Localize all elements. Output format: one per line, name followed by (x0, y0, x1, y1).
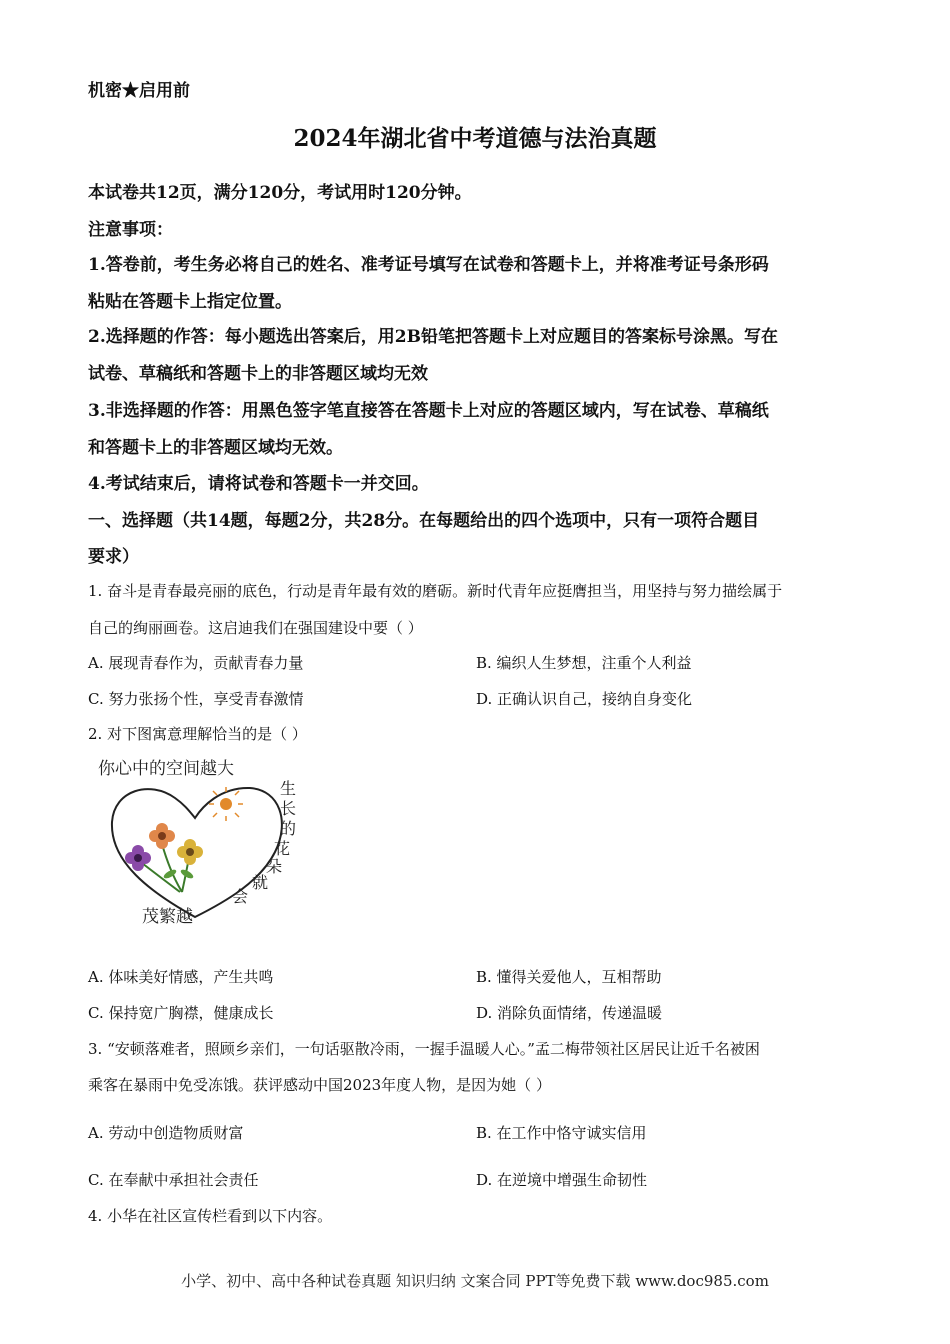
notice-line: 3.非选择题的作答：用黑色签字笔直接答在答题卡上对应的答题区域内，写在试卷、草稿纸 (88, 401, 769, 421)
question-3-stem-cont: 乘客在暴雨中免受冻饿。获评感动中国2023年度人物，是因为她（ ） (88, 1076, 551, 1094)
question-1-option-d: D. 正确认识自己，接纳自身变化 (476, 690, 693, 708)
heart-illustration-svg (90, 752, 300, 932)
svg-text:就: 就 (252, 873, 269, 892)
notice-title: 注意事项： (88, 220, 173, 240)
figure-handwritten-text-right (232, 779, 296, 906)
confidential-mark: 机密★启用前 (88, 81, 190, 101)
svg-text:会: 会 (232, 887, 249, 906)
question-1-option-c: C. 努力张扬个性，享受青春激情 (88, 690, 304, 708)
section-heading-cont: 要求） (88, 547, 139, 567)
question-3-option-b: B. 在工作中恪守诚实信用 (476, 1124, 647, 1142)
svg-text:生: 生 (280, 779, 297, 798)
question-2-stem: 2. 对下图寓意理解恰当的是（ ） (88, 725, 307, 743)
question-2-option-d: D. 消除负面情绪，传递温暖 (476, 1004, 663, 1022)
question-1-stem-cont: 自己的绚丽画卷。这启迪我们在强国建设中要（ ） (88, 619, 423, 637)
question-2-option-b: B. 懂得关爱他人，互相帮助 (476, 968, 662, 986)
section-heading: 一、选择题（共14题，每题2分，共28分。在每题给出的四个选项中，只有一项符合题目 (88, 511, 760, 531)
svg-text:的: 的 (280, 819, 297, 838)
question-2-option-c: C. 保持宽广胸襟，健康成长 (88, 1004, 274, 1022)
exam-intro: 本试卷共12页，满分120分，考试用时120分钟。 (88, 183, 472, 203)
question-3-option-a: A. 劳动中创造物质财富 (88, 1124, 244, 1142)
notice-line: 2.选择题的作答：每小题选出答案后，用2B铅笔把答题卡上对应题目的答案标号涂黑。写在 (88, 327, 778, 347)
question-3-stem: 3. “安顿落难者，照顾乡亲们，一句话驱散冷雨，一握手温暖人心。”孟二梅带领社区居民让近千名被困 (88, 1040, 760, 1058)
question-1-option-b: B. 编织人生梦想，注重个人利益 (476, 654, 692, 672)
notice-line: 粘贴在答题卡上指定位置。 (88, 292, 292, 312)
question-1-stem: 1. 奋斗是青春最亮丽的底色，行动是青年最有效的磨砺。新时代青年应挺膺担当，用坚持与努力描绘属于 (88, 582, 783, 600)
notice-line: 4.考试结束后，请将试卷和答题卡一并交回。 (88, 474, 429, 494)
flower-orange (149, 823, 175, 849)
heart-flower-illustration (90, 752, 300, 932)
question-3-option-d: D. 在逆境中增强生命韧性 (476, 1171, 648, 1189)
svg-text:朵: 朵 (266, 857, 283, 876)
figure-handwritten-text-bottom: 茂繁越 (142, 907, 193, 927)
flower-yellow (177, 839, 203, 865)
question-2-option-a: A. 体味美好情感，产生共鸣 (88, 968, 274, 986)
question-4-stem: 4. 小华在社区宣传栏看到以下内容。 (88, 1207, 333, 1225)
flower-leaves (162, 868, 194, 880)
sun-icon (220, 798, 232, 810)
notice-line: 1.答卷前，考生务必将自己的姓名、准考证号填写在试卷和答题卡上，并将准考证号条形码 (88, 255, 769, 275)
notice-line: 试卷、草稿纸和答题卡上的非答题区域均无效 (88, 364, 428, 384)
svg-text:花: 花 (274, 839, 291, 858)
question-1-option-a: A. 展现青春作为，贡献青春力量 (88, 654, 304, 672)
notice-line: 和答题卡上的非答题区域均无效。 (88, 438, 343, 458)
page-footer: 小学、初中、高中各种试卷真题 知识归纳 文案合同 PPT等免费下载 www.doc985.com (181, 1272, 769, 1290)
svg-text:长: 长 (280, 799, 297, 818)
page-title: 2024年湖北省中考道德与法治真题 (293, 125, 657, 152)
question-3-option-c: C. 在奉献中承担社会责任 (88, 1171, 259, 1189)
figure-handwritten-text-top: 你心中的空间越大 (98, 759, 234, 779)
